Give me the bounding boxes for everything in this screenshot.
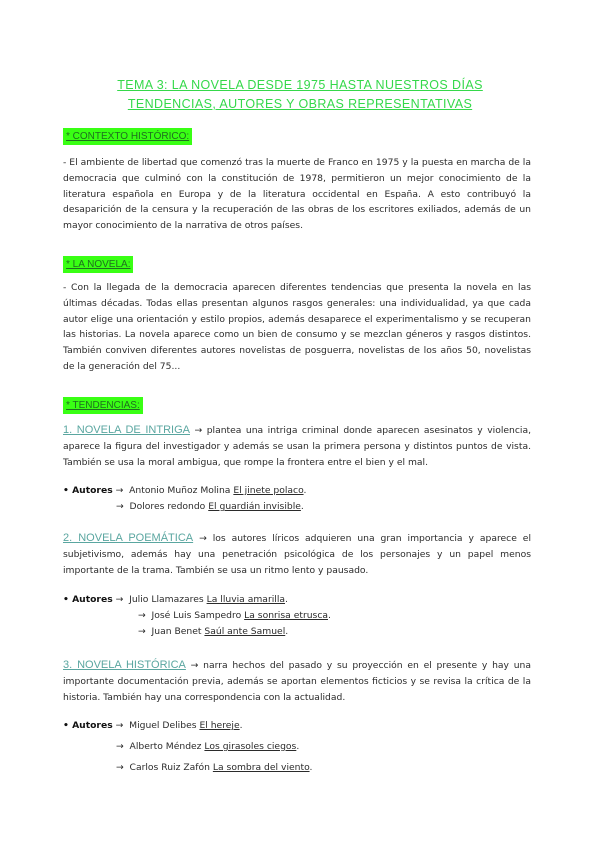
tendencia-3-title: 3. NOVELA HISTÓRICA bbox=[63, 659, 186, 671]
authors-label: • Autores bbox=[63, 720, 113, 731]
punctuation: . bbox=[309, 762, 313, 773]
arrow-icon: → bbox=[115, 485, 124, 496]
arrow-icon: → bbox=[116, 762, 124, 773]
work-title: Los girasoles ciegos bbox=[204, 741, 297, 752]
work-title: Saúl ante Samuel bbox=[204, 626, 286, 637]
arrow-icon: → bbox=[138, 610, 146, 621]
tendencia-3-author-2 bbox=[116, 740, 299, 754]
author-name: Antonio Muñoz Molina bbox=[129, 485, 231, 496]
work-title: La sombra del viento bbox=[212, 762, 310, 773]
arrow-icon: → bbox=[199, 533, 207, 544]
arrow-icon: → bbox=[116, 741, 124, 752]
author-name: Miguel Delibes bbox=[129, 720, 197, 731]
work-title: El jinete polaco bbox=[233, 485, 304, 496]
tendencia-3-author-3 bbox=[116, 761, 312, 775]
author-name: Juan Benet bbox=[151, 626, 202, 637]
tendencia-2-author-2 bbox=[138, 609, 331, 623]
authors-label: • Autores bbox=[63, 594, 113, 605]
tendencia-1-text: plantea una intriga criminal donde aparecen asesinatos y violencia, aparece la figura del investigador y además se usan la primera persona y distintos puntos de vista. También se usa la moral ambigua, que rompe la frontera entre el bien y el mal. bbox=[63, 425, 532, 468]
arrow-icon: → bbox=[115, 720, 124, 731]
contexto-heading: * CONTEXTO HISTÓRICO: bbox=[63, 128, 192, 145]
punctuation: . bbox=[300, 501, 304, 512]
tendencia-2-author-3 bbox=[138, 625, 288, 639]
authors-label: • Autores bbox=[63, 485, 113, 496]
punctuation: . bbox=[239, 720, 243, 731]
work-title: La lluvia amarilla bbox=[206, 594, 286, 605]
tendencia-2-text: los autores líricos adquieren una gran importancia y aparece el subjetivismo, además hay una penetración psicológica de los personajes y un papel menos importante de la trama. También se usa un ritmo lento y pausado. bbox=[63, 533, 532, 576]
tendencia-1-author-2 bbox=[116, 500, 304, 514]
tendencia-2-paragraph bbox=[63, 531, 531, 578]
tendencia-1-author-1 bbox=[63, 484, 306, 498]
work-title: La sonrisa etrusca bbox=[244, 610, 329, 621]
punctuation: . bbox=[303, 485, 307, 496]
document-title-line-2: TENDENCIAS, AUTORES Y OBRAS REPRESENTATIVAS bbox=[127, 97, 473, 111]
tendencia-1-title: 1. NOVELA DE INTRIGA bbox=[63, 424, 190, 436]
tendencia-3-author-1 bbox=[63, 719, 243, 733]
tendencia-1-paragraph bbox=[63, 423, 531, 470]
arrow-icon: → bbox=[116, 501, 124, 512]
arrow-icon: → bbox=[138, 626, 146, 637]
author-name: Julio Llamazares bbox=[129, 594, 204, 605]
tendencia-2-title: 2. NOVELA POEMÁTICA bbox=[63, 532, 194, 544]
punctuation: . bbox=[285, 594, 288, 605]
author-name: Dolores redondo bbox=[129, 501, 206, 512]
tendencia-3-text: narra hechos del pasado y su proyección en el presente y hay una importante documentación previa, además se aportan elementos ficticios y se revisa la crítica de la historia. También hay una correspondencia con la actualidad. bbox=[63, 660, 531, 703]
novela-paragraph: - Con la llegada de la democracia aparecen diferentes tendencias que presenta la novela en las últimas décadas. Todas ellas presentan algunos rasgos generales: una individualidad, ya que cada autor elige una orientación y estilo propios, además desaparece el experimentalismo y se recuperan las historias. La novela aparece como un bien de consumo y se mezclan géneros y rasgos distintos. También conviven diferentes autores novelistas de posguerra, novelistas de los años 50, novelistas de la generación del 75... bbox=[63, 282, 531, 372]
author-name: Carlos Ruiz Zafón bbox=[129, 762, 210, 773]
document-title-line-1: TEMA 3: LA NOVELA DESDE 1975 HASTA NUESTROS DÍAS bbox=[117, 78, 483, 92]
novela-heading: * LA NOVELA: bbox=[63, 256, 133, 273]
arrow-icon: → bbox=[115, 594, 124, 605]
work-title: El hereje bbox=[199, 720, 240, 731]
tendencias-heading: * TENDENCIAS: bbox=[63, 397, 143, 414]
tendencia-2-author-1 bbox=[63, 593, 288, 607]
arrow-icon: → bbox=[190, 660, 199, 671]
punctuation: . bbox=[296, 741, 300, 752]
work-title: El guardián invisible bbox=[208, 501, 301, 512]
punctuation: . bbox=[285, 626, 289, 637]
punctuation: . bbox=[328, 610, 331, 621]
author-name: José Luis Sampedro bbox=[151, 610, 242, 621]
tendencia-3-paragraph bbox=[63, 658, 531, 705]
arrow-icon: → bbox=[194, 425, 203, 436]
author-name: Alberto Méndez bbox=[129, 741, 202, 752]
contexto-paragraph: - El ambiente de libertad que comenzó tras la muerte de Franco en 1975 y la puesta en marcha de la democracia que culminó con la constitución de 1978, permitieron un mejor conocimiento de la literatura española en Europa y de la literatura occidental en España. A esto contribuyó la desaparición de la censura y la recuperación de las obras de los escritores exiliados, además de un mayor conocimiento de la narrativa de otros países. bbox=[63, 157, 531, 232]
